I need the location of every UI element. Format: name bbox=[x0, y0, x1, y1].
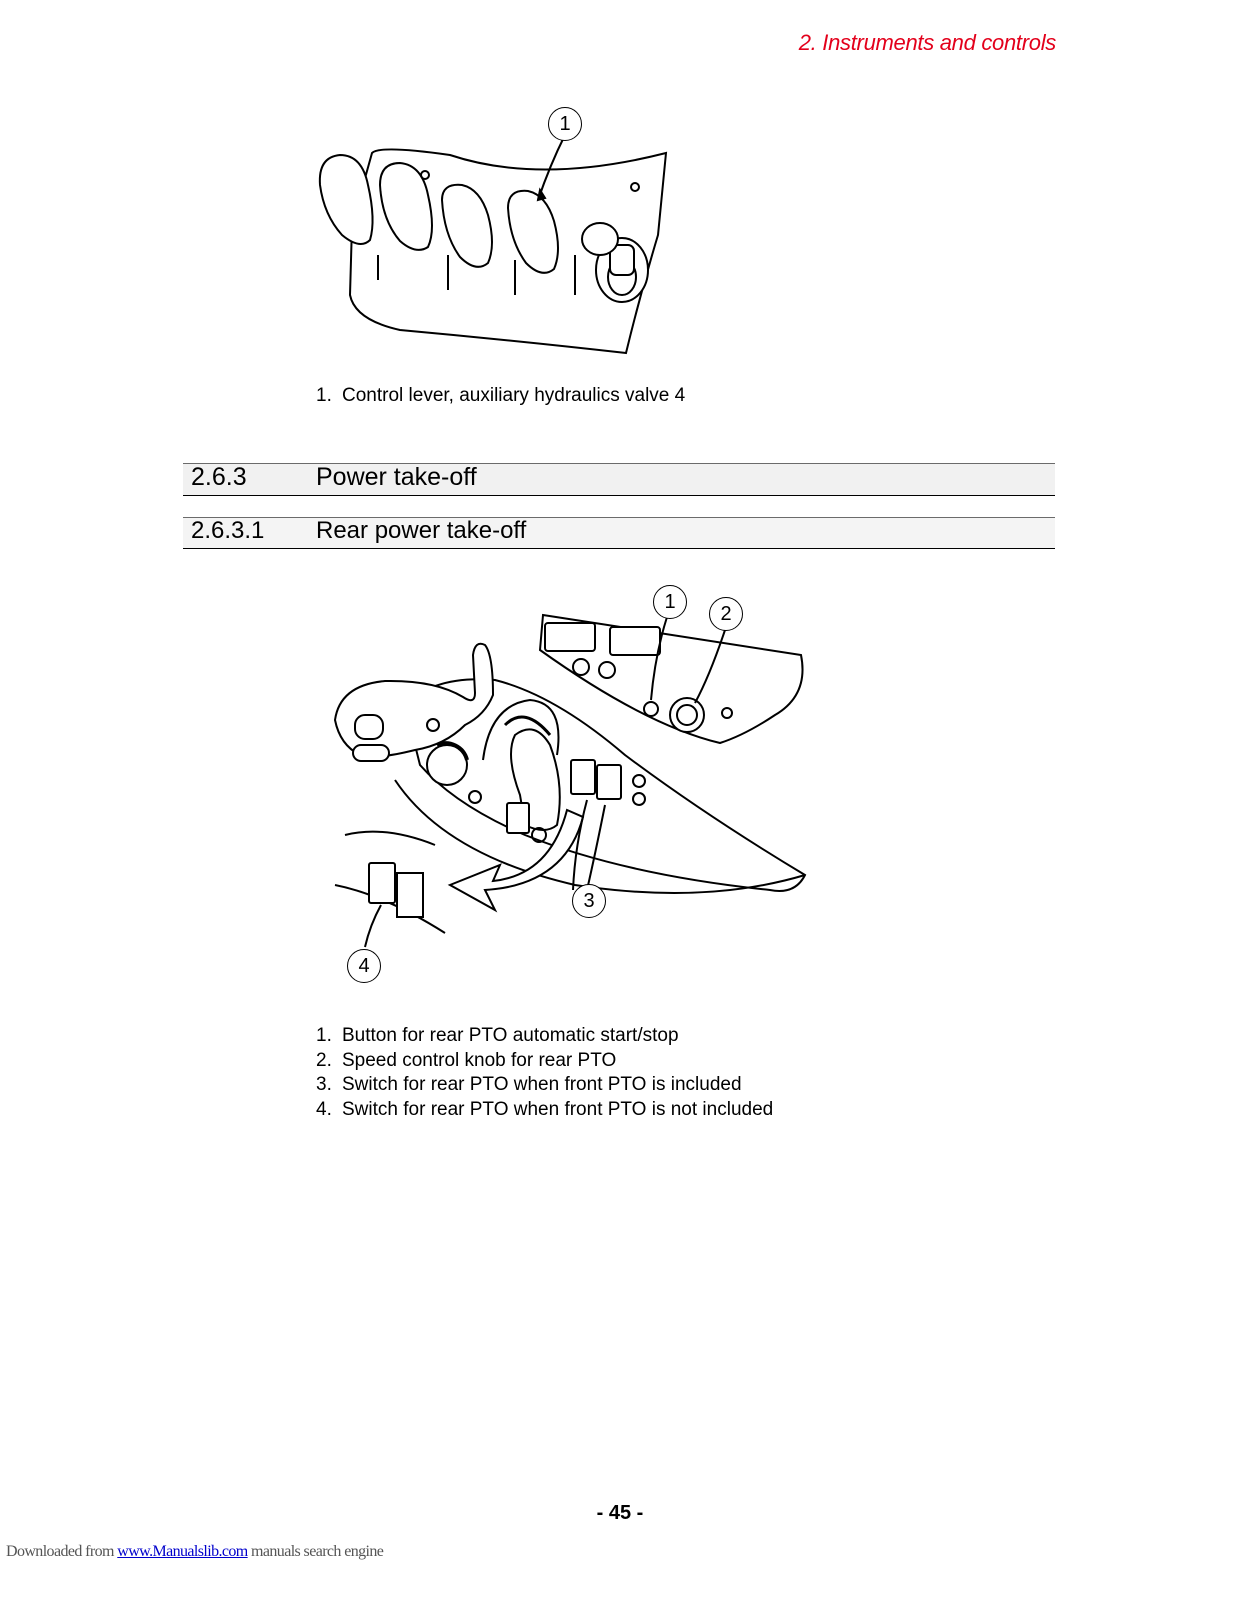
callout-4-fig2 bbox=[347, 949, 381, 983]
section-heading-power-take-off bbox=[183, 463, 1055, 496]
figure2-caption bbox=[316, 1024, 773, 1122]
figure-hydraulic-levers bbox=[310, 105, 680, 365]
caption-item bbox=[316, 1073, 773, 1098]
caption-item bbox=[316, 1049, 773, 1074]
section-title: Rear power take-off bbox=[316, 517, 527, 544]
caption-item-number: 1. bbox=[316, 1025, 332, 1046]
hydraulic-levers-illustration bbox=[310, 105, 680, 365]
callout-number: 2 bbox=[720, 603, 732, 625]
page-number: - 45 - bbox=[596, 1502, 644, 1524]
figure1-caption bbox=[316, 384, 685, 409]
callout-number: 4 bbox=[358, 955, 370, 977]
caption-item-number: 1. bbox=[316, 385, 332, 406]
caption-item bbox=[316, 1098, 773, 1123]
footer-prefix: Downloaded from bbox=[6, 1543, 118, 1560]
caption-item bbox=[316, 384, 685, 409]
section-heading-rear-power-take-off bbox=[183, 517, 1055, 549]
manualslib-link[interactable]: www.Manualslib.com bbox=[117, 1543, 248, 1560]
chapter-header: 2. Instruments and controls bbox=[798, 30, 1056, 55]
callout-2-fig2 bbox=[709, 597, 743, 631]
footer-suffix: manuals search engine bbox=[247, 1543, 384, 1560]
section-number: 2.6.3.1 bbox=[191, 517, 265, 544]
caption-item-text: Button for rear PTO automatic start/stop bbox=[342, 1025, 679, 1046]
figure-rear-pto-controls bbox=[325, 585, 815, 985]
caption-item-text: Control lever, auxiliary hydraulics valve 4 bbox=[342, 385, 686, 406]
caption-item-number: 2. bbox=[316, 1049, 332, 1071]
section-number: 2.6.3 bbox=[191, 463, 247, 491]
caption-item-text: Switch for rear PTO when front PTO is included bbox=[342, 1074, 742, 1095]
caption-item-text: Speed control knob for rear PTO bbox=[342, 1049, 617, 1071]
download-footer bbox=[6, 1543, 383, 1561]
callout-number: 1 bbox=[664, 591, 676, 613]
caption-item bbox=[316, 1024, 773, 1049]
callout-number: 3 bbox=[583, 890, 595, 912]
callout-3-fig2 bbox=[572, 884, 606, 918]
caption-item-text: Switch for rear PTO when front PTO is not included bbox=[342, 1098, 774, 1120]
callout-number: 1 bbox=[559, 113, 571, 135]
section-title: Power take-off bbox=[316, 463, 477, 491]
caption-item-number: 3. bbox=[316, 1074, 332, 1095]
caption-item-number: 4. bbox=[316, 1098, 332, 1120]
callout-1-fig1 bbox=[548, 107, 582, 141]
callout-1-fig2 bbox=[653, 585, 687, 619]
rear-pto-controls-illustration bbox=[325, 585, 815, 985]
